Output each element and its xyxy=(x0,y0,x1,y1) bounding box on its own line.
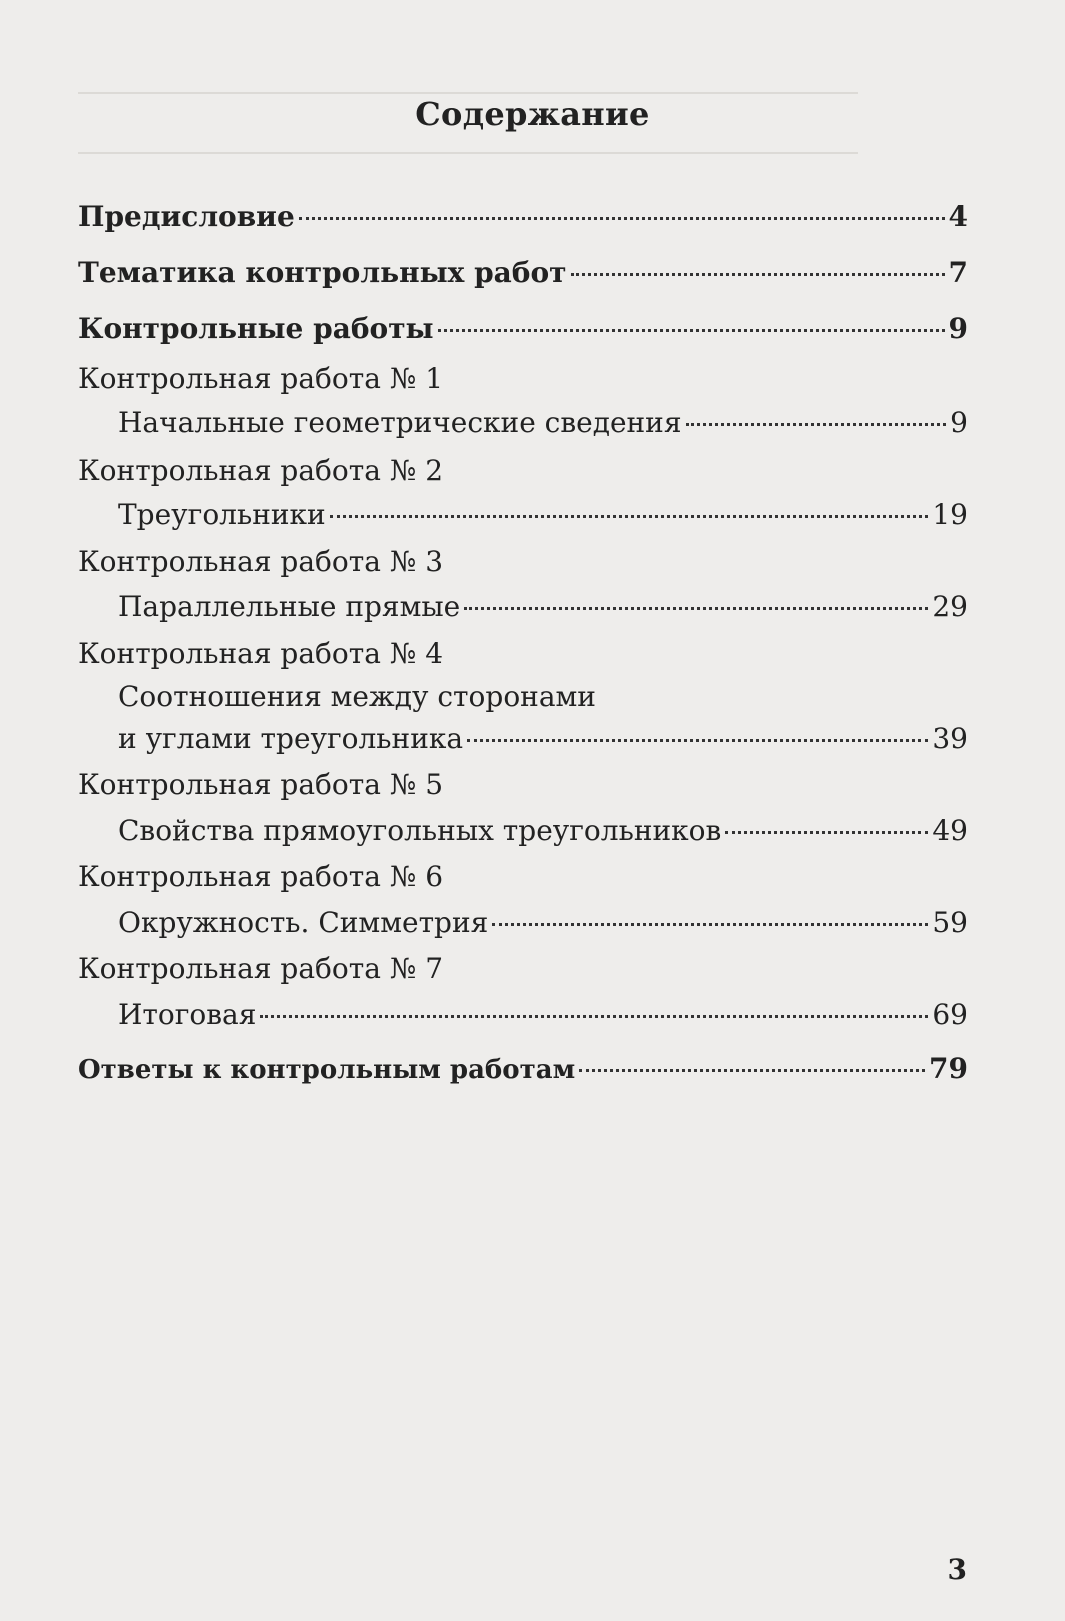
toc-entry-page: 19 xyxy=(932,498,968,531)
toc-entry-label: Контрольные работы xyxy=(78,312,434,345)
toc-heading-label: Контрольная работа № 5 xyxy=(78,768,444,801)
toc-heading-work-3 xyxy=(78,545,443,578)
page-title: Содержание xyxy=(415,95,650,133)
top-rule-2 xyxy=(78,152,858,154)
toc-heading-label: Контрольная работа № 7 xyxy=(78,952,444,985)
dot-leader xyxy=(467,739,928,742)
toc-entry-work-6[interactable] xyxy=(118,906,968,939)
toc-heading-work-4 xyxy=(78,637,443,670)
toc-entry-page: 9 xyxy=(948,312,968,345)
toc-entry-page: 49 xyxy=(932,814,968,847)
toc-entry-label: Начальные геометрические сведения xyxy=(118,406,682,439)
dot-leader xyxy=(686,423,947,426)
toc-entry-work-7[interactable] xyxy=(118,998,968,1031)
dot-leader xyxy=(330,515,929,518)
toc-entry-answers[interactable] xyxy=(78,1052,968,1085)
toc-entry-page: 59 xyxy=(932,906,968,939)
toc-heading-label: Контрольная работа № 6 xyxy=(78,860,444,893)
dot-leader xyxy=(579,1069,925,1072)
dot-leader xyxy=(464,607,928,610)
toc-entry-tests[interactable] xyxy=(78,312,968,345)
dot-leader xyxy=(438,329,945,332)
toc-entry-page: 29 xyxy=(932,590,968,623)
toc-entry-page: 69 xyxy=(932,998,968,1031)
page-number: 3 xyxy=(947,1553,967,1586)
toc-heading-work-6 xyxy=(78,860,443,893)
toc-entry-page: 9 xyxy=(950,406,968,439)
toc-heading-label: Контрольная работа № 2 xyxy=(78,454,444,487)
toc-entry-page: 79 xyxy=(929,1052,968,1085)
toc-heading-work-2 xyxy=(78,454,443,487)
toc-heading-label: Контрольная работа № 1 xyxy=(78,362,444,395)
toc-entry-label: Параллельные прямые xyxy=(118,590,461,623)
toc-heading-work-1 xyxy=(78,362,443,395)
top-rule xyxy=(78,92,858,94)
toc-entry-page: 39 xyxy=(932,722,968,755)
toc-heading-work-7 xyxy=(78,952,443,985)
toc-entry-label: Треугольники xyxy=(118,498,326,531)
toc-entry-label: Тематика контрольных работ xyxy=(78,256,567,289)
dot-leader xyxy=(725,831,928,834)
toc-entry-label: Свойства прямоугольных треугольников xyxy=(118,814,722,847)
toc-entry-work-5[interactable] xyxy=(118,814,968,847)
toc-heading-label: Контрольная работа № 3 xyxy=(78,545,444,578)
dot-leader xyxy=(260,1015,928,1018)
toc-entry-page: 7 xyxy=(948,256,968,289)
toc-entry-label: Ответы к контрольным работам xyxy=(78,1055,576,1085)
toc-entry-label: Соотношения между сторонами xyxy=(118,680,596,713)
toc-entry-topics[interactable] xyxy=(78,256,968,289)
dot-leader xyxy=(299,217,945,220)
toc-entry-label: Окружность. Симметрия xyxy=(118,906,489,939)
toc-entry-work-2[interactable] xyxy=(118,498,968,531)
toc-entry-work-3[interactable] xyxy=(118,590,968,623)
toc-entry-label: Предисловие xyxy=(78,200,295,233)
toc-heading-label: Контрольная работа № 4 xyxy=(78,637,444,670)
dot-leader xyxy=(492,923,928,926)
toc-entry-page: 4 xyxy=(948,200,968,233)
toc-entry-work-4-line1 xyxy=(118,680,968,713)
toc-entry-work-4[interactable] xyxy=(118,722,968,755)
toc-entry-preface[interactable] xyxy=(78,200,968,233)
dot-leader xyxy=(571,273,945,276)
toc-heading-work-5 xyxy=(78,768,443,801)
toc-entry-label: Итоговая xyxy=(118,998,257,1031)
toc-entry-label: и углами треугольника xyxy=(118,722,464,755)
toc-entry-work-1[interactable] xyxy=(118,406,968,439)
